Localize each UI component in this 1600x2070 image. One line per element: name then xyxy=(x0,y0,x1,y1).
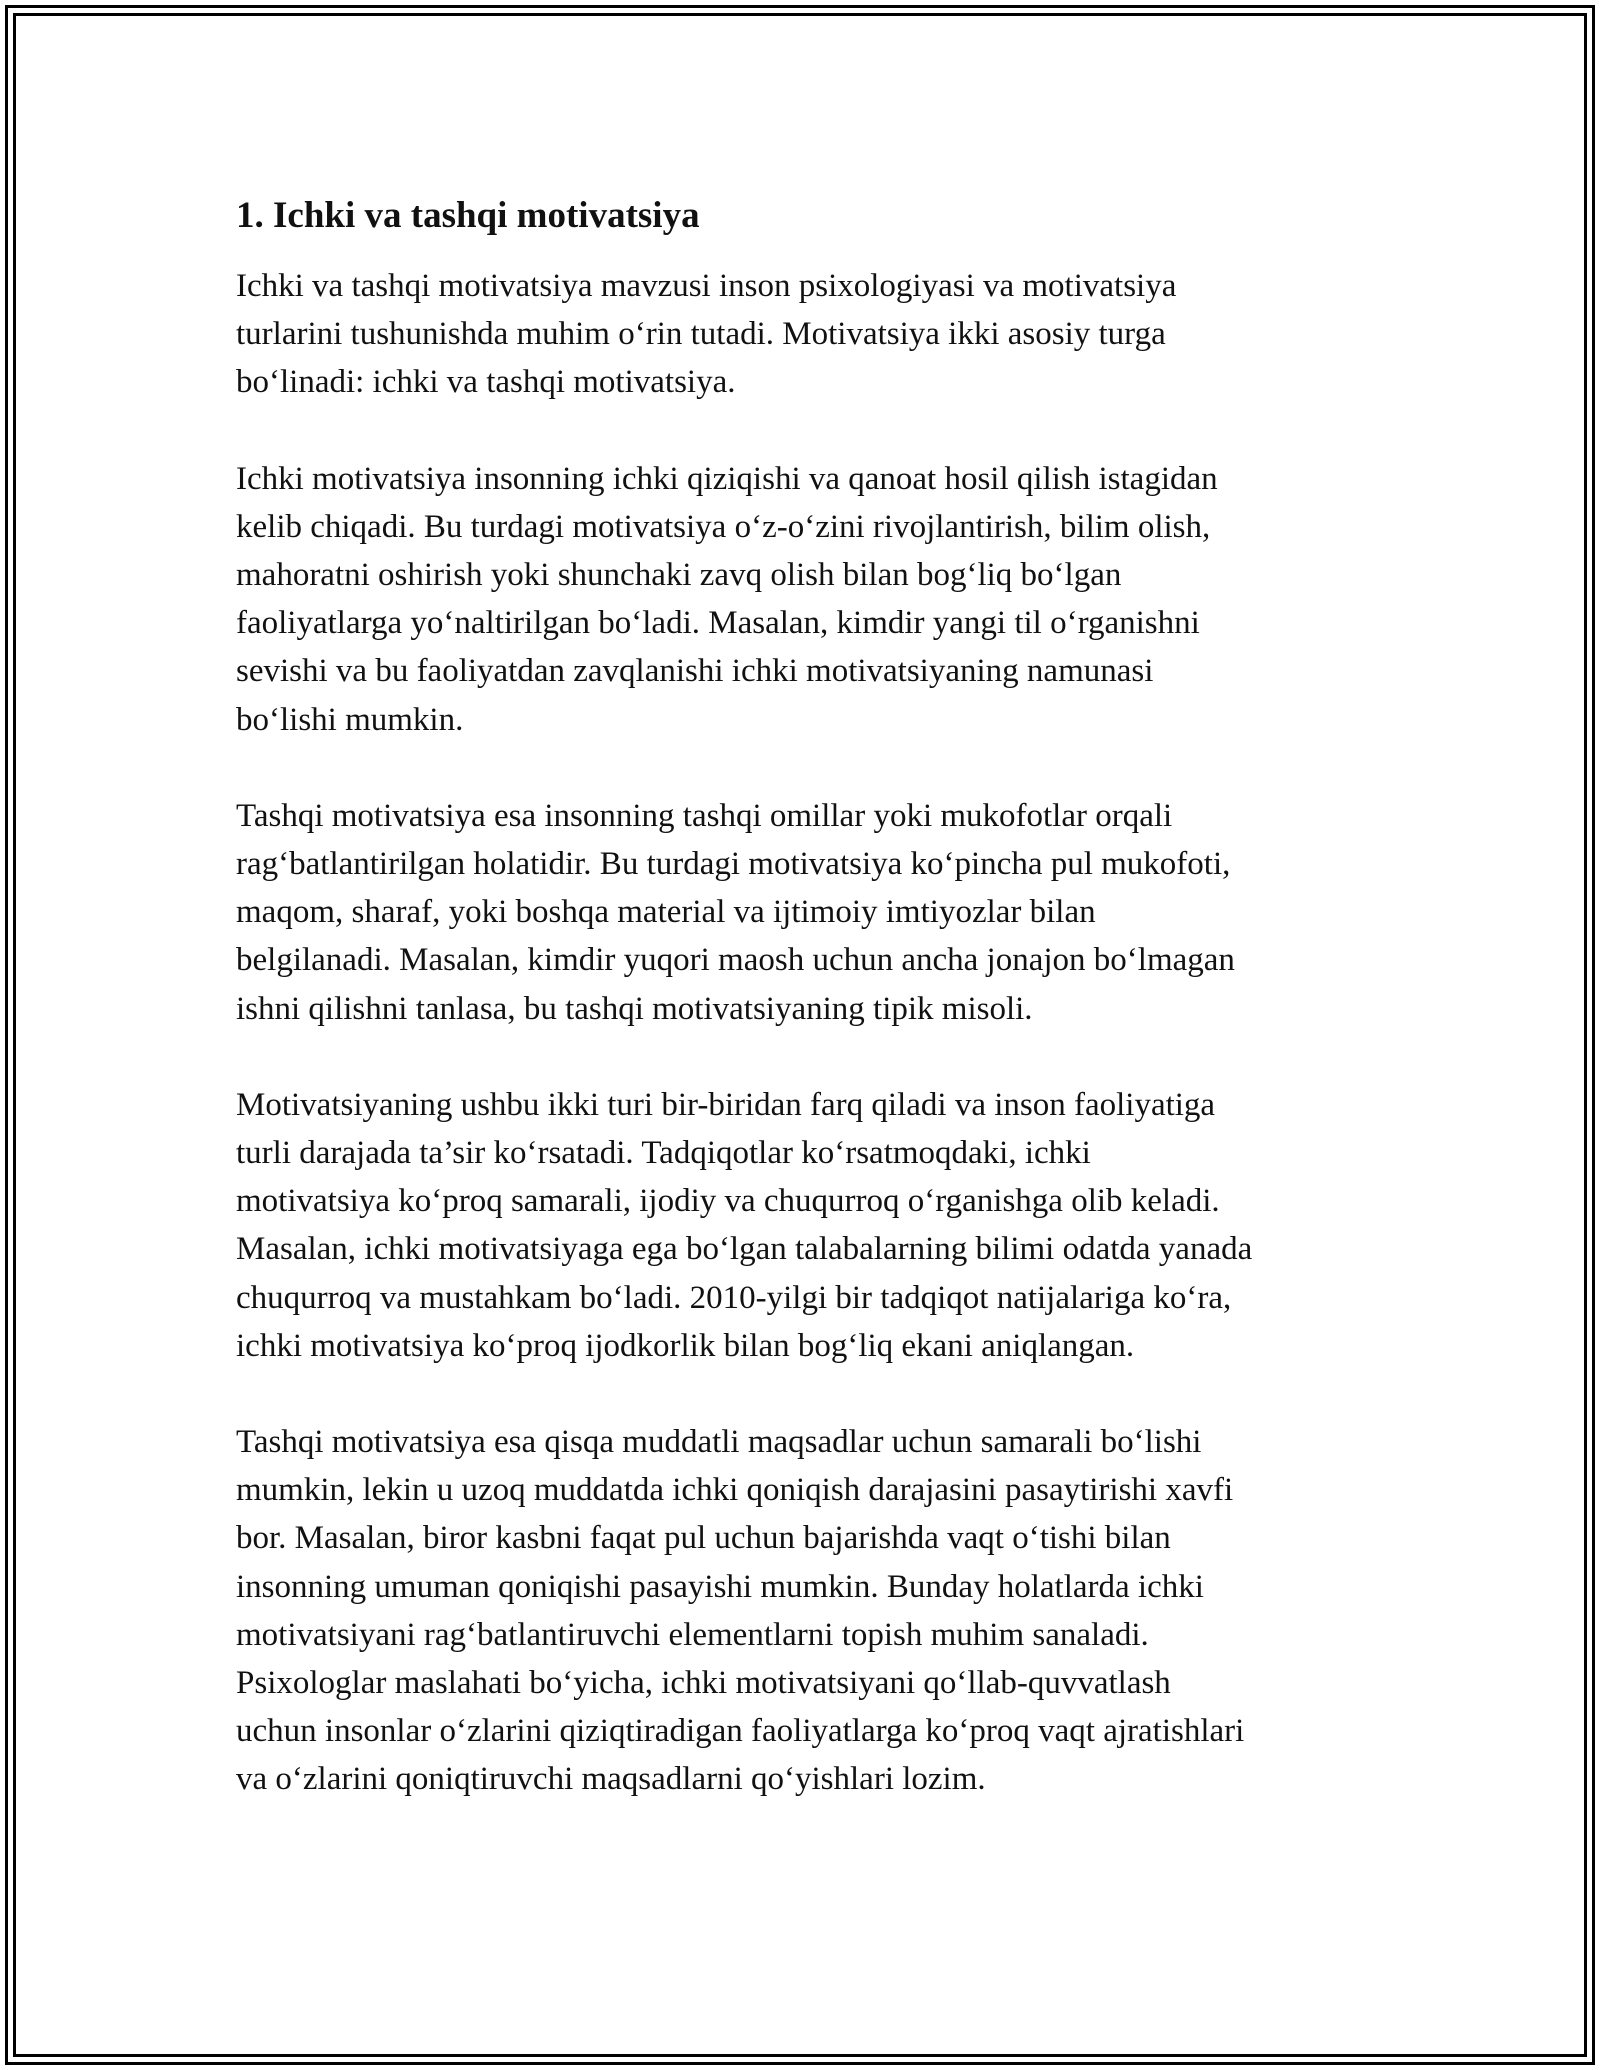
section-heading: 1. Ichki va tashqi motivatsiya xyxy=(236,195,700,236)
paragraph-recommendations: Tashqi motivatsiya esa qisqa muddatli maqsadlar uchun samarali bo‘lishi mumkin, lekin u uzoq muddatda ichki qoniqish darajasini pasaytirishi xavfi bor. Masalan, biror kasbni faqat pul uchun bajarishda vaqt o‘tishi bilan insonning umuman qoniqishi pasayishi mumkin. Bunday holatlarda ichki motivatsiyani rag‘batlantiruvchi elementlarni topish muhim sanaladi. Psixologlar maslahati bo‘yicha, ichki motivatsiyani qo‘llab-quvvatlash uchun insonlar o‘zlarini qiziqtiradigan faoliyatlarga ko‘proq vaqt ajratishlari va o‘zlarini qoniqtiruvchi maqsadlarni qo‘yishlari lozim. xyxy=(236,1424,1245,1798)
paragraph-intro: Ichki va tashqi motivatsiya mavzusi inson psixologiyasi va motivatsiya turlarini tushunishda muhim o‘rin tutadi. Motivatsiya ikki asosiy turga bo‘linadi: ichki va tashqi motivatsiya. xyxy=(236,268,1177,401)
paragraph-extrinsic-motivation: Tashqi motivatsiya esa insonning tashqi omillar yoki mukofotlar orqali rag‘batlantirilgan holatidir. Bu turdagi motivatsiya ko‘pincha pul mukofoti, maqom, sharaf, yoki boshqa material va ijtimoiy imtiyozlar bilan belgilanadi. Masalan, kimdir yuqori maosh uchun ancha jonajon bo‘lmagan ishni qilishni tanlasa, bu tashqi motivatsiyaning tipik misoli. xyxy=(236,797,1235,1027)
paragraph-intrinsic-motivation: Ichki motivatsiya insonning ichki qiziqishi va qanoat hosil qilish istagidan kelib chiqadi. Bu turdagi motivatsiya o‘z-o‘zini rivojlantirish, bilim olish, mahoratni oshirish yoki shunchaki zavq olish bilan bog‘liq bo‘lgan faoliyatlarga yo‘naltirilgan bo‘ladi. Masalan, kimdir yangi til o‘rganishni sevishi va bu faoliyatdan zavqlanishi ichki motivatsiyaning namunasi bo‘lishi mumkin. xyxy=(236,460,1218,738)
document-body xyxy=(236,190,1376,1852)
paragraph-comparison: Motivatsiyaning ushbu ikki turi bir-biridan farq qiladi va inson faoliyatiga turli darajada ta’sir ko‘rsatadi. Tadqiqotlar ko‘rsatmoqdaki, ichki motivatsiya ko‘proq samarali, ijodiy va chuqurroq o‘rganishga olib keladi. Masalan, ichki motivatsiyaga ega bo‘lgan talabalarning bilimi odatda yanada chuqurroq va mustahkam bo‘ladi. 2010-yilgi bir tadqiqot natijalariga ko‘ra, ichki motivatsiya ko‘proq ijodkorlik bilan bog‘liq ekani aniqlangan. xyxy=(236,1086,1253,1364)
